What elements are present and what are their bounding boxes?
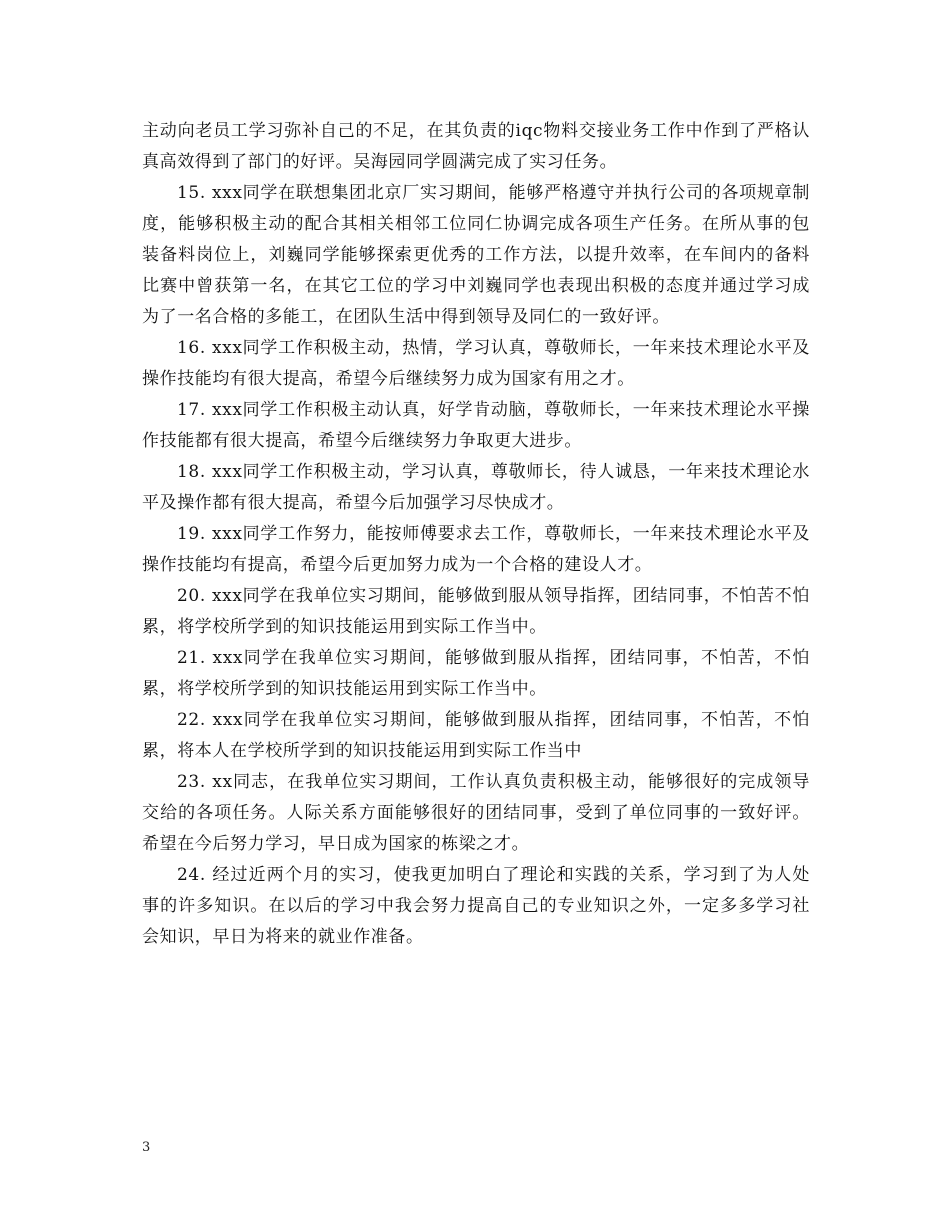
paragraph-item-16: 16. xxx同学工作积极主动，热情，学习认真，尊敬师长，一年来技术理论水平及操作技能均有很大提高，希望今后继续努力成为国家有用之才。 (142, 338, 810, 389)
paragraph-item-20: 20. xxx同学在我单位实习期间，能够做到服从领导指挥，团结同事，不怕苦不怕累，将学校所学到的知识技能运用到实际工作当中。 (142, 586, 810, 637)
paragraph-item-22: 22. xxx同学在我单位实习期间，能够做到服从指挥，团结同事，不怕苦，不怕累，将本人在学校所学到的知识技能运用到实际工作当中 (142, 710, 810, 761)
paragraph-item-17: 17. xxx同学工作积极主动认真，好学肯动脑，尊敬师长，一年来技术理论水平操作技能都有很大提高，希望今后继续努力争取更大进步。 (142, 400, 810, 451)
paragraph-item-15: 15. xxx同学在联想集团北京厂实习期间，能够严格遵守并执行公司的各项规章制度，能够积极主动的配合其相关相邻工位同仁协调完成各项生产任务。在所从事的包装备料岗位上，刘巍同学能够探索更优秀的工作方法，以提升效率，在车间内的备料比赛中曾获第一名，在其它工位的学习中刘巍同学也表现出积极的态度并通过学习成为了一名合格的多能工，在团队生活中得到领导及同仁的一致好评。 (142, 183, 810, 327)
paragraph-item-21: 21. xxx同学在我单位实习期间，能够做到服从指挥，团结同事，不怕苦，不怕累，将学校所学到的知识技能运用到实际工作当中。 (142, 648, 810, 699)
paragraph: 主动向老员工学习弥补自己的不足，在其负责的iqc物料交接业务工作中作到了严格认真高效得到了部门的好评。吴海园同学圆满完成了实习任务。 (142, 121, 810, 172)
document-body (142, 116, 810, 953)
page-number: 3 (142, 1140, 151, 1155)
paragraph-item-18: 18. xxx同学工作积极主动，学习认真，尊敬师长，待人诚恳，一年来技术理论水平及操作都有很大提高，希望今后加强学习尽快成才。 (142, 462, 810, 513)
paragraph-item-19: 19. xxx同学工作努力，能按师傅要求去工作，尊敬师长，一年来技术理论水平及操作技能均有提高，希望今后更加努力成为一个合格的建设人才。 (142, 524, 810, 575)
paragraph-item-24: 24. 经过近两个月的实习，使我更加明白了理论和实践的关系，学习到了为人处事的许多知识。在以后的学习中我会努力提高自己的专业知识之外，一定多多学习社会知识，早日为将来的就业作准备。 (142, 865, 810, 947)
paragraph-item-23: 23. xx同志，在我单位实习期间，工作认真负责积极主动，能够很好的完成领导交给的各项任务。人际关系方面能够很好的团结同事，受到了单位同事的一致好评。希望在今后努力学习，早日成为国家的栋梁之才。 (142, 772, 810, 854)
